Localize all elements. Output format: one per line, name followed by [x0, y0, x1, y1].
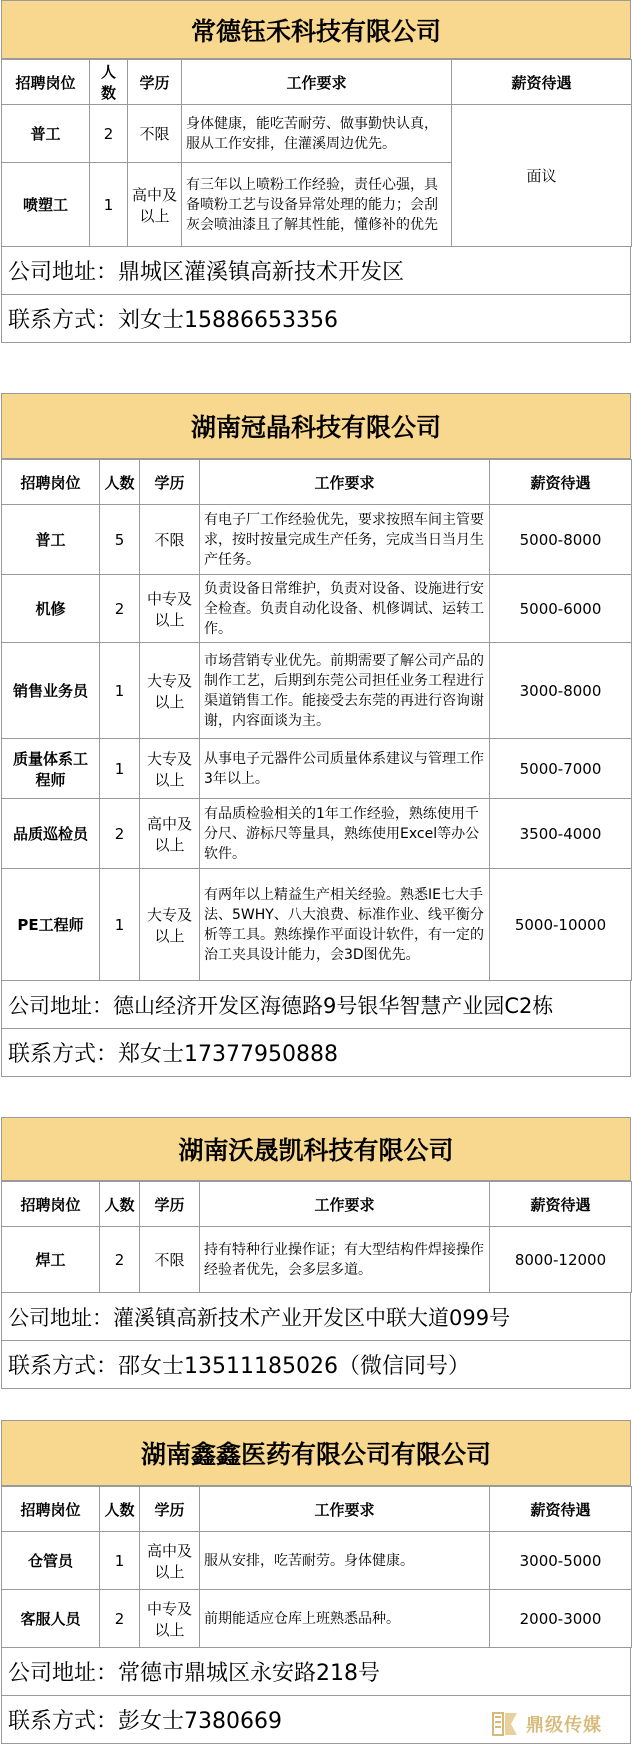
job-education: 大专及以上 [140, 643, 200, 739]
job-salary: 3000-8000 [490, 643, 632, 739]
watermark-logo-icon [490, 1709, 520, 1739]
header-count: 人数 [90, 60, 128, 105]
table-row [2, 105, 632, 163]
table-row [2, 869, 632, 981]
header-education: 学历 [140, 1487, 200, 1532]
job-count: 1 [100, 739, 140, 799]
watermark-text: 鼎级传媒 [526, 1715, 602, 1736]
job-position: 机修 [2, 575, 100, 643]
job-count: 1 [100, 1532, 140, 1590]
header-count: 人数 [100, 460, 140, 505]
header-requirements: 工作要求 [200, 1487, 490, 1532]
table-header-row [2, 460, 632, 505]
job-count: 2 [100, 1590, 140, 1648]
job-salary: 5000-8000 [490, 505, 632, 575]
job-count: 1 [90, 163, 128, 247]
job-salary: 2000-3000 [490, 1590, 632, 1648]
header-salary: 薪资待遇 [490, 1487, 632, 1532]
company-address: 公司地址：鼎城区灌溪镇高新技术开发区 [1, 247, 631, 295]
job-count: 2 [100, 799, 140, 869]
job-position: 品质巡检员 [2, 799, 100, 869]
job-count: 2 [100, 1227, 140, 1293]
job-requirements: 有三年以上喷粉工作经验，责任心强，具备喷粉工艺与设备异常处理的能力；会刮灰会喷油漆且了解其性能，懂修补的优先 [182, 163, 452, 247]
header-requirements: 工作要求 [200, 1182, 490, 1227]
header-position: 招聘岗位 [2, 1182, 100, 1227]
company-title: 湖南鑫鑫医药有限公司有限公司 [1, 1420, 631, 1486]
job-education: 不限 [128, 105, 182, 163]
job-education: 高中及以上 [140, 1532, 200, 1590]
job-salary: 8000-12000 [490, 1227, 632, 1293]
job-education: 高中及以上 [140, 799, 200, 869]
job-education: 中专及以上 [140, 575, 200, 643]
company-contact: 联系方式：彭女士7380669 [1, 1696, 631, 1744]
company-contact: 联系方式：刘女士15886653356 [1, 295, 631, 343]
job-education: 大专及以上 [140, 869, 200, 981]
job-requirements: 市场营销专业优先。前期需要了解公司产品的制作工艺，后期到东莞公司担任业务工程进行渠道销售工作。能接受去东莞的再进行咨询谢谢，内容面谈为主。 [200, 643, 490, 739]
jobs-table [1, 59, 632, 247]
job-requirements: 有品质检验相关的1年工作经验，熟练使用千分尺、游标尺等量具，熟练使用Excel等办公软件。 [200, 799, 490, 869]
job-requirements: 前期能适应仓库上班熟悉品种。 [200, 1590, 490, 1648]
job-position: 普工 [2, 105, 90, 163]
job-position: 焊工 [2, 1227, 100, 1293]
job-position: 销售业务员 [2, 643, 100, 739]
company-card-4 [1, 1420, 631, 1744]
company-address: 公司地址：德山经济开发区海德路9号银华智慧产业园C2栋 [1, 981, 631, 1029]
job-requirements: 有电子厂工作经验优先，要求按照车间主管要求，按时按量完成生产任务，完成当日当月生产任务。 [200, 505, 490, 575]
header-education: 学历 [140, 460, 200, 505]
job-salary: 3500-4000 [490, 799, 632, 869]
table-row [2, 1590, 632, 1648]
job-requirements: 负责设备日常维护，负责对设备、设施进行安全检查。负责自动化设备、机修调试、运转工作。 [200, 575, 490, 643]
job-salary: 3000-5000 [490, 1532, 632, 1590]
watermark [490, 1705, 630, 1743]
table-row [2, 575, 632, 643]
company-title: 常德钰禾科技有限公司 [1, 0, 631, 59]
job-position: 仓管员 [2, 1532, 100, 1590]
table-row [2, 799, 632, 869]
job-position: 客服人员 [2, 1590, 100, 1648]
table-row [2, 505, 632, 575]
company-address: 公司地址：灌溪镇高新技术产业开发区中联大道099号 [1, 1293, 631, 1341]
header-education: 学历 [128, 60, 182, 105]
job-position: 喷塑工 [2, 163, 90, 247]
job-count: 5 [100, 505, 140, 575]
table-row [2, 739, 632, 799]
job-count: 1 [100, 643, 140, 739]
header-education: 学历 [140, 1182, 200, 1227]
job-requirements: 服从安排，吃苦耐劳。身体健康。 [200, 1532, 490, 1590]
company-card-3 [1, 1117, 631, 1389]
header-salary: 薪资待遇 [490, 460, 632, 505]
header-position: 招聘岗位 [2, 460, 100, 505]
job-salary: 5000-10000 [490, 869, 632, 981]
job-education: 大专及以上 [140, 739, 200, 799]
company-card-2 [1, 393, 631, 1077]
job-position: 质量体系工程师 [2, 739, 100, 799]
job-salary: 5000-6000 [490, 575, 632, 643]
header-requirements: 工作要求 [200, 460, 490, 505]
job-count: 1 [100, 869, 140, 981]
company-card-1 [1, 0, 631, 343]
table-header-row [2, 1487, 632, 1532]
jobs-table [1, 459, 632, 981]
job-requirements: 身体健康，能吃苦耐劳、做事勤快认真，服从工作安排，住灌溪周边优先。 [182, 105, 452, 163]
table-header-row [2, 1182, 632, 1227]
job-requirements: 持有特种行业操作证；有大型结构件焊接操作经验者优先，会多层多道。 [200, 1227, 490, 1293]
job-position: PE工程师 [2, 869, 100, 981]
table-header-row [2, 60, 632, 105]
company-contact: 联系方式：郑女士17377950888 [1, 1029, 631, 1077]
header-requirements: 工作要求 [182, 60, 452, 105]
header-salary: 薪资待遇 [452, 60, 632, 105]
header-position: 招聘岗位 [2, 1487, 100, 1532]
job-education: 中专及以上 [140, 1590, 200, 1648]
company-address: 公司地址：常德市鼎城区永安路218号 [1, 1648, 631, 1696]
table-row [2, 643, 632, 739]
company-title: 湖南冠晶科技有限公司 [1, 393, 631, 459]
job-count: 2 [100, 575, 140, 643]
company-contact: 联系方式：邵女士13511185026（微信同号） [1, 1341, 631, 1389]
table-row [2, 1227, 632, 1293]
job-salary: 5000-7000 [490, 739, 632, 799]
job-education: 高中及以上 [128, 163, 182, 247]
header-position: 招聘岗位 [2, 60, 90, 105]
job-count: 2 [90, 105, 128, 163]
table-row [2, 1532, 632, 1590]
header-count: 人数 [100, 1487, 140, 1532]
jobs-table [1, 1181, 632, 1293]
job-requirements: 从事电子元器件公司质量体系建议与管理工作3年以上。 [200, 739, 490, 799]
job-requirements: 有两年以上精益生产相关经验。熟悉IE七大手法、5WHY、八大浪费、标准作业、线平衡分析等工具。熟练操作平面设计软件，有一定的治工夹具设计能力，会3D图优先。 [200, 869, 490, 981]
job-salary: 面议 [452, 105, 632, 247]
job-education: 不限 [140, 1227, 200, 1293]
header-salary: 薪资待遇 [490, 1182, 632, 1227]
job-position: 普工 [2, 505, 100, 575]
company-title: 湖南沃晟凯科技有限公司 [1, 1117, 631, 1181]
job-education: 不限 [140, 505, 200, 575]
jobs-table [1, 1486, 632, 1648]
header-count: 人数 [100, 1182, 140, 1227]
